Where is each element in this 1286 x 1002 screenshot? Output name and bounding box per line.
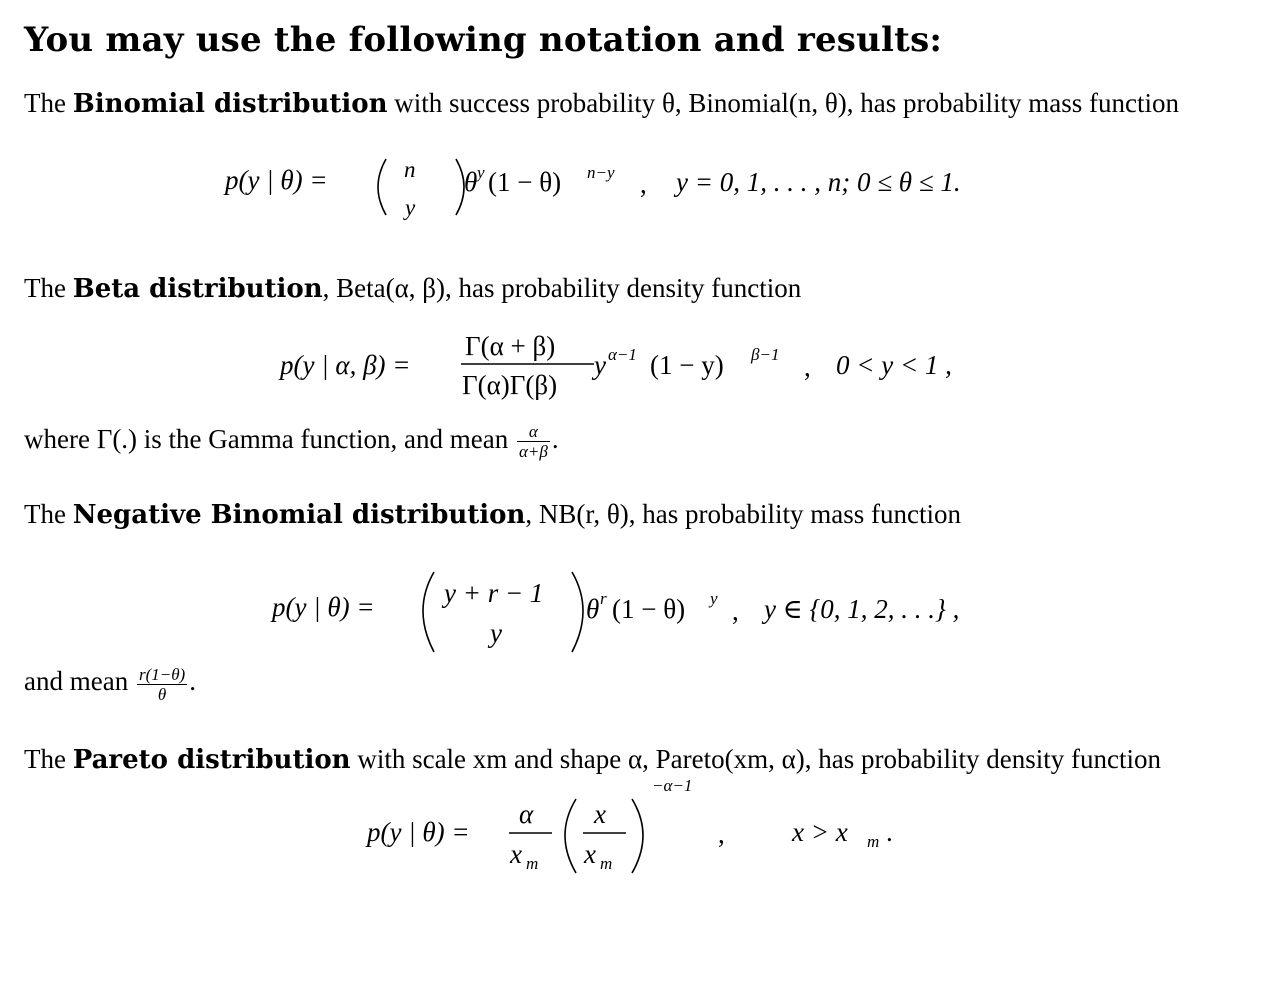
negbin-left-paren bbox=[423, 572, 434, 652]
beta-equation bbox=[24, 308, 1246, 416]
pareto-name: Pareto distribution bbox=[72, 744, 351, 775]
binomial-eq-sup2: n−y bbox=[587, 163, 615, 182]
beta-name: Beta distribution bbox=[72, 274, 323, 304]
negbin-eq-sup1: r bbox=[600, 589, 607, 609]
negbin-binom-top: y + r − 1 bbox=[444, 578, 544, 609]
negbin-binom-bottom: y bbox=[490, 618, 502, 649]
binomial-eq-sup1: y bbox=[477, 163, 485, 182]
negbin-intro-post: , NB(r, θ), has probability mass function bbox=[525, 499, 961, 530]
pareto-frac2-num: x bbox=[594, 798, 606, 829]
negbin-eq-support: y ∈ {0, 1, 2, . . .} , bbox=[764, 594, 960, 625]
beta-after bbox=[24, 420, 1246, 461]
beta-after-text: where Γ(.) is the Gamma function, and mean bbox=[24, 424, 509, 454]
binomial-binom-top: n bbox=[404, 157, 416, 182]
beta-eq-support: 0 < y < 1 , bbox=[836, 350, 952, 380]
negbin-mean-fraction bbox=[137, 665, 187, 704]
binomial-eq-body: θ bbox=[464, 167, 478, 197]
document-page bbox=[24, 14, 1246, 889]
beta-mean-den: α+β bbox=[518, 442, 548, 462]
negbin-right-paren bbox=[572, 572, 583, 652]
beta-intro bbox=[24, 269, 1246, 308]
negbin-mean-end: . bbox=[189, 666, 196, 697]
negbin-after bbox=[24, 662, 1246, 703]
beta-eq-lhs: p(y | α, β) = bbox=[280, 350, 411, 380]
pareto-frac2-den: x bbox=[584, 838, 596, 869]
negbin-equation-svg bbox=[24, 534, 1246, 656]
pareto-eq-support: x > x bbox=[792, 816, 848, 847]
beta-eq-mid: (1 − y) bbox=[650, 350, 724, 380]
beta-eq-sup1: α−1 bbox=[608, 345, 637, 364]
pareto-eq-lhs: p(y | θ) = bbox=[367, 816, 470, 847]
binomial-right-paren bbox=[456, 159, 464, 215]
negbin-eq-comma: , bbox=[732, 596, 739, 627]
negbin-intro bbox=[24, 495, 1246, 534]
beta-mean-fraction bbox=[517, 422, 550, 461]
binomial-intro-pre: The bbox=[24, 88, 66, 118]
beta-intro-pre: The bbox=[24, 273, 66, 303]
page-heading: You may use the following notation and results: bbox=[24, 20, 943, 60]
pareto-eq-support-sub: m bbox=[867, 831, 880, 851]
pareto-equation-svg bbox=[24, 775, 1246, 889]
beta-mean-num: α bbox=[517, 422, 550, 442]
pareto-eq-support-end: . bbox=[886, 816, 893, 847]
negbin-name: Negative Binomial distribution bbox=[72, 500, 526, 531]
binomial-left-paren bbox=[378, 159, 386, 215]
binomial-eq-support: y = 0, 1, . . . , n; 0 ≤ θ ≤ 1. bbox=[676, 167, 961, 197]
pareto-left-paren bbox=[565, 799, 576, 873]
binomial-name: Binomial distribution bbox=[72, 89, 388, 119]
binomial-equation-svg bbox=[24, 123, 1246, 241]
pareto-intro-post: with scale xm and shape α, Pareto(xm, α), has probability density function bbox=[357, 743, 1161, 774]
pareto-equation bbox=[24, 775, 1246, 889]
binomial-eq-comma: , bbox=[640, 169, 647, 199]
negbin-intro-pre: The bbox=[24, 499, 66, 530]
binomial-eq-lhs: p(y | θ) = bbox=[225, 165, 328, 195]
beta-frac-num: Γ(α + β) bbox=[465, 331, 556, 361]
negbin-eq-lhs: p(y | θ) = bbox=[272, 592, 375, 623]
negbin-after-text: and mean bbox=[24, 666, 129, 697]
beta-intro-post: , Beta(α, β), has probability density function bbox=[322, 273, 802, 303]
binomial-binom-bottom: y bbox=[405, 195, 416, 220]
pareto-frac1-den-sub: m bbox=[526, 853, 539, 873]
negbin-equation bbox=[24, 534, 1246, 656]
beta-equation-svg bbox=[24, 308, 1246, 416]
pareto-intro-pre: The bbox=[24, 743, 66, 774]
pareto-frac1-num: α bbox=[519, 798, 534, 829]
pareto-right-paren bbox=[632, 799, 643, 873]
beta-frac-den: Γ(α)Γ(β) bbox=[462, 370, 558, 400]
beta-eq-comma: , bbox=[804, 352, 811, 382]
beta-mean-end: . bbox=[551, 424, 559, 454]
pareto-eq-sup: −α−1 bbox=[652, 775, 693, 795]
negbin-eq-body: θ bbox=[586, 594, 600, 625]
negbin-eq-mid: (1 − θ) bbox=[612, 594, 686, 625]
negbin-mean-den: θ bbox=[157, 684, 167, 704]
pareto-frac2-den-sub: m bbox=[600, 853, 613, 873]
binomial-equation bbox=[24, 123, 1246, 241]
binomial-intro-post: with success probability θ, Binomial(n, θ), has probability mass function bbox=[394, 88, 1180, 118]
beta-eq-y: y bbox=[594, 350, 606, 380]
negbin-mean-num: r(1−θ) bbox=[138, 664, 186, 684]
binomial-intro bbox=[24, 84, 1246, 123]
pareto-frac1-den: x bbox=[510, 838, 522, 869]
binomial-eq-mid: (1 − θ) bbox=[488, 167, 562, 197]
negbin-eq-sup2: y bbox=[710, 589, 718, 609]
pareto-intro bbox=[24, 740, 1246, 779]
pareto-eq-comma: , bbox=[718, 818, 725, 849]
beta-eq-sup2: β−1 bbox=[751, 345, 780, 364]
